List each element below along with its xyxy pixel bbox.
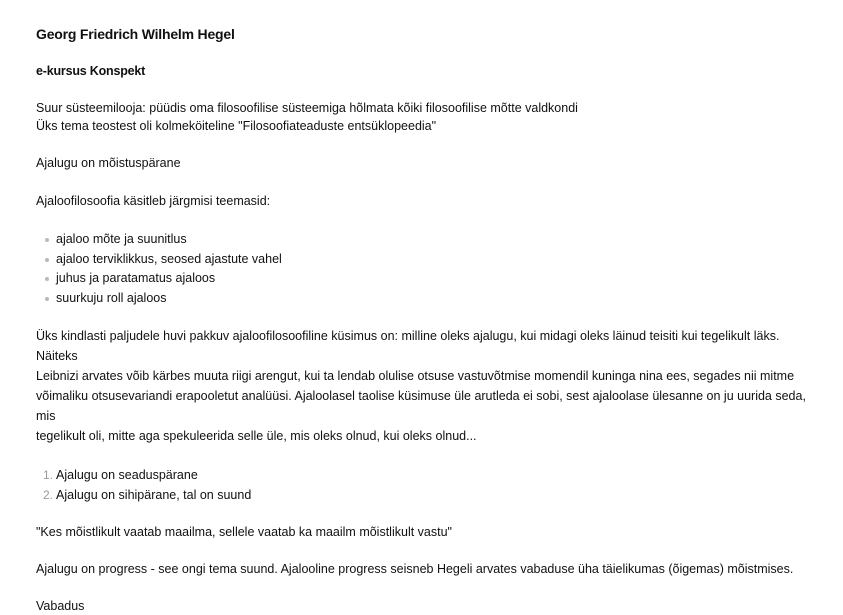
numbered-list	[36, 465, 807, 505]
list-item	[43, 485, 807, 505]
paragraph-line: Üks kindlasti paljudele huvi pakkuv ajaloofilosoofiline küsimus on: milline oleks ajalugu, kui midagi oleks läinud teisiti kui tegelikult läks. Näiteks	[36, 329, 780, 363]
bullet-icon	[45, 277, 49, 281]
list-item-text: ajaloo terviklikkus, seosed ajastute vahel	[56, 251, 282, 266]
list-item	[56, 269, 807, 289]
list-item-text: juhus ja paratamatus ajaloos	[56, 271, 216, 285]
list-number: 2.	[43, 488, 54, 502]
paragraph-progress: Ajalugu on progress - see ongi tema suund. Ajalooline progress seisneb Hegeli arvates vabaduse üha täielikumas (õigemas) mõistmises.	[36, 562, 794, 576]
list-item-text: ajaloo mõte ja suunitlus	[56, 232, 187, 246]
paragraph-leibniz	[36, 326, 807, 446]
intro-line: Üks tema teostest oli kolmeköiteline "Filosoofiateaduste entsüklopeedia"	[36, 119, 437, 133]
list-item-text: Ajalugu on sihipärane, tal on suund	[56, 488, 252, 502]
paragraph-ajalugu: Ajalugu on mõistuspärane	[36, 156, 181, 170]
document-subtitle: e-kursus Konspekt	[36, 64, 146, 78]
list-item	[43, 465, 807, 485]
list-item	[56, 230, 807, 250]
topics-list	[36, 230, 807, 308]
intro-paragraph	[36, 99, 807, 135]
bullet-icon	[45, 238, 49, 242]
paragraph-line: tegelikult oli, mitte aga spekuleerida selle üle, mis oleks olnud, kui oleks olnud...	[36, 429, 477, 443]
paragraph-line: Leibnizi arvates võib kärbes muuta riigi arengut, kui ta lendab olulise otsuse vastuvõtmise momendil kuninga nina ees, segades nii mitme	[36, 369, 795, 383]
quote-paragraph: "Kes mõistlikult vaatab maailma, sellele vaatab ka maailm mõistlikult vastu"	[36, 525, 452, 539]
paragraph-teemad: Ajaloofilosoofia käsitleb järgmisi teemasid:	[36, 194, 271, 208]
list-item	[56, 250, 807, 270]
list-item-text: suurkuju roll ajaloos	[56, 290, 167, 305]
bullet-icon	[45, 297, 49, 301]
bullet-icon	[45, 258, 49, 262]
paragraph-vabadus: Vabadus	[36, 599, 85, 613]
intro-line: Suur süsteemilooja: püüdis oma filosoofilise süsteemiga hõlmata kõiki filosoofilise mõtte valdkondi	[36, 101, 578, 115]
document-title: Georg Friedrich Wilhelm Hegel	[36, 26, 235, 42]
list-item	[56, 289, 807, 309]
paragraph-line: võimaliku otsusevariandi erapooletut analüüsi. Ajaloolasel taolise küsimuse üle arutleda ei sobi, sest ajaloolase ülesanne on ju uurida seda, mis	[36, 389, 806, 423]
list-item-text: Ajalugu on seaduspärane	[56, 468, 198, 482]
list-number: 1.	[43, 468, 54, 482]
